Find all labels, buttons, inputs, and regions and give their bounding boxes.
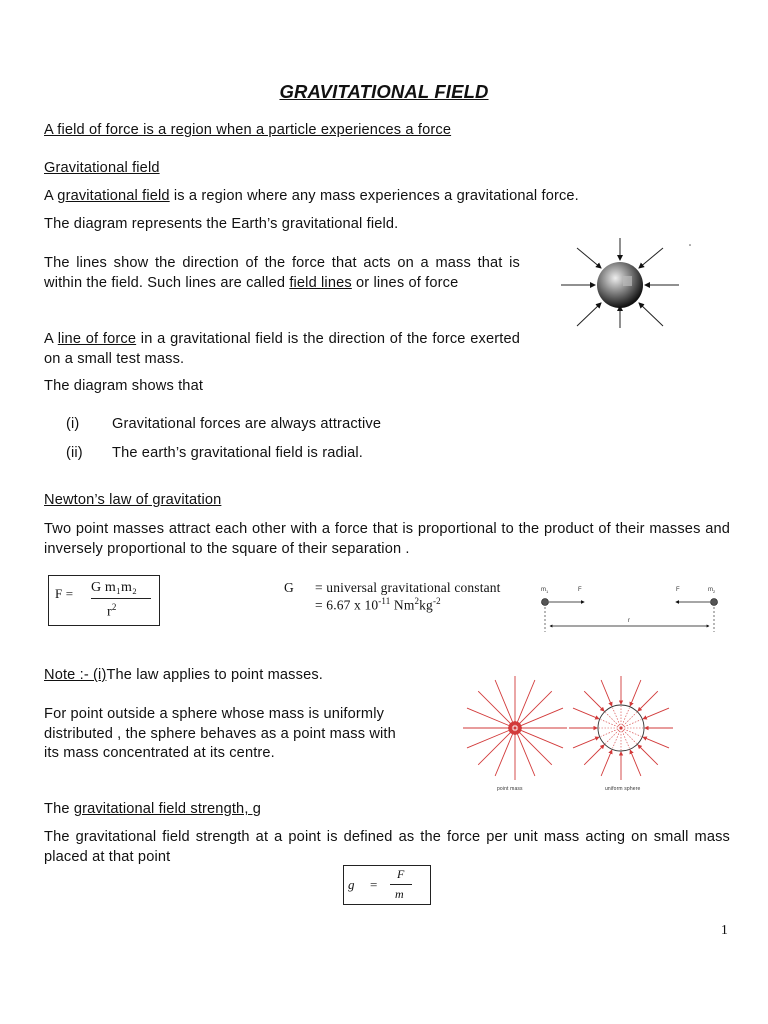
text: A — [44, 188, 58, 204]
field-line — [643, 737, 669, 748]
mass-2 — [711, 599, 718, 606]
field-strength-definition: The gravitational field strength at a point is defined as the force per unit mass acting on small mass placed at that point — [44, 829, 730, 865]
m2-label: m — [708, 587, 714, 593]
unit: kg — [419, 597, 433, 613]
field-line — [518, 729, 563, 748]
exponent: 2 — [414, 596, 420, 606]
note-line — [44, 667, 323, 683]
fraction-bar — [390, 884, 412, 885]
diagram-shows: The diagram shows that — [44, 378, 204, 394]
term-field-strength: gravitational field strength, g — [73, 801, 261, 817]
uniform-sphere-label: uniform sphere — [605, 786, 641, 792]
field-line — [467, 708, 512, 727]
intro-definition: A field of force is a region when a particle experiences a force — [44, 122, 452, 138]
interior-line — [621, 728, 641, 736]
term-line-of-force: line of force — [57, 331, 137, 347]
exponent: 2 — [111, 602, 117, 612]
note-label: Note :- (i) — [44, 667, 107, 683]
field-lines-paragraph — [44, 254, 520, 293]
sphere-note: For point outside a sphere whose mass is uniformly distributed , the sphere behaves as a point mass with its mass concentrated at its centre. — [44, 706, 396, 761]
list-number: (i) — [66, 416, 80, 432]
term-gravitational-field: gravitational field — [57, 188, 170, 204]
field-line — [573, 737, 599, 748]
formula-lhs: F = — [55, 586, 74, 601]
page-title: GRAVITATIONAL FIELD — [279, 81, 489, 102]
separation-label: r — [628, 618, 631, 624]
interior-line — [621, 720, 641, 728]
field-line — [630, 750, 641, 776]
field-line — [517, 691, 552, 726]
page-number: 1 — [720, 923, 728, 938]
section-heading-gravitational-field: Gravitational field — [44, 160, 160, 176]
point-mass-sphere-figure — [455, 672, 687, 794]
interior-line — [605, 712, 621, 728]
g-formula-numerator: F — [397, 867, 405, 881]
interior-line — [613, 728, 621, 748]
g-formula-denominator: m — [395, 887, 404, 901]
interior-line — [605, 728, 621, 744]
g-formula-equals: = — [370, 877, 378, 892]
list-number: (ii) — [66, 445, 83, 461]
text: or lines of force — [351, 274, 459, 291]
line-of-force-paragraph — [44, 330, 520, 369]
term-field-lines: field lines — [289, 274, 352, 291]
field-line — [478, 730, 513, 765]
interior-line — [621, 712, 637, 728]
m1-subscript: 1 — [546, 589, 549, 594]
note-text: The law applies to point masses. — [106, 667, 323, 683]
m2-subscript: 2 — [713, 589, 716, 594]
field-line — [638, 745, 658, 765]
earth-field-diagram — [555, 238, 705, 338]
text: is a region where any mass experiences a gravitational force. — [169, 188, 579, 204]
force-label-left: F — [578, 587, 582, 593]
g-symbol: G — [284, 580, 294, 595]
point-mass-label: point mass — [497, 786, 523, 792]
denominator-base: r — [107, 604, 112, 620]
field-line — [495, 680, 514, 725]
field-line — [638, 691, 658, 711]
text: in a gravitational field is the direction of the force exerted on a small test mass. — [44, 331, 520, 367]
field-line — [601, 750, 612, 776]
interior-line — [613, 708, 621, 728]
interior-line — [621, 728, 637, 744]
exponent: -2 — [432, 596, 441, 606]
formula-numerator: G m₁m₂ — [91, 580, 138, 595]
interior-line — [621, 708, 629, 728]
field-line — [495, 731, 514, 776]
section-heading-field-strength — [44, 801, 261, 817]
interior-line — [601, 728, 621, 736]
g-formula-lhs: g — [348, 877, 355, 892]
field-line — [584, 745, 604, 765]
field-line — [573, 708, 599, 719]
definition-paragraph — [44, 188, 579, 204]
g-formula-box — [343, 865, 431, 905]
field-line — [516, 680, 535, 725]
field-line — [518, 708, 563, 727]
field-line — [517, 730, 552, 765]
interior-line — [601, 720, 621, 728]
field-line — [584, 691, 604, 711]
field-line — [601, 680, 612, 706]
list-item-text: Gravitational forces are always attractive — [112, 416, 382, 432]
exponent: -11 — [378, 596, 391, 606]
force-label-right: F — [676, 587, 680, 593]
g-constant-name: = universal gravitational constant — [315, 580, 501, 595]
field-line — [630, 680, 641, 706]
g-constant-value — [315, 596, 441, 614]
point-mass — [513, 726, 516, 729]
field-line — [516, 731, 535, 776]
field-line — [478, 691, 513, 726]
text: The lines show the direction of the force that acts on a mass that is within the field. Such lines are called — [44, 255, 520, 291]
interior-line — [621, 728, 629, 748]
sphere-centre — [619, 726, 622, 729]
mass-1 — [542, 599, 549, 606]
fraction-bar — [91, 598, 151, 599]
text: A — [44, 331, 58, 347]
text: The — [44, 801, 74, 817]
unit: Nm — [390, 597, 415, 613]
formula-denominator — [107, 602, 116, 621]
newton-formula-box — [48, 575, 160, 626]
two-masses-diagram — [538, 584, 723, 636]
diagram-intro: The diagram represents the Earth’s gravitational field. — [44, 216, 399, 232]
list-item-text: The earth’s gravitational field is radial. — [112, 445, 364, 461]
field-line — [643, 708, 669, 719]
newtons-law-statement: Two point masses attract each other with a force that is proportional to the product of their masses and inversely proportional to the square of their separation . — [44, 521, 730, 557]
field-line — [467, 729, 512, 748]
value: = 6.67 x 10 — [315, 597, 379, 613]
section-heading-newtons-law: Newton’s law of gravitation — [44, 492, 222, 508]
m1-label: m — [541, 587, 547, 593]
